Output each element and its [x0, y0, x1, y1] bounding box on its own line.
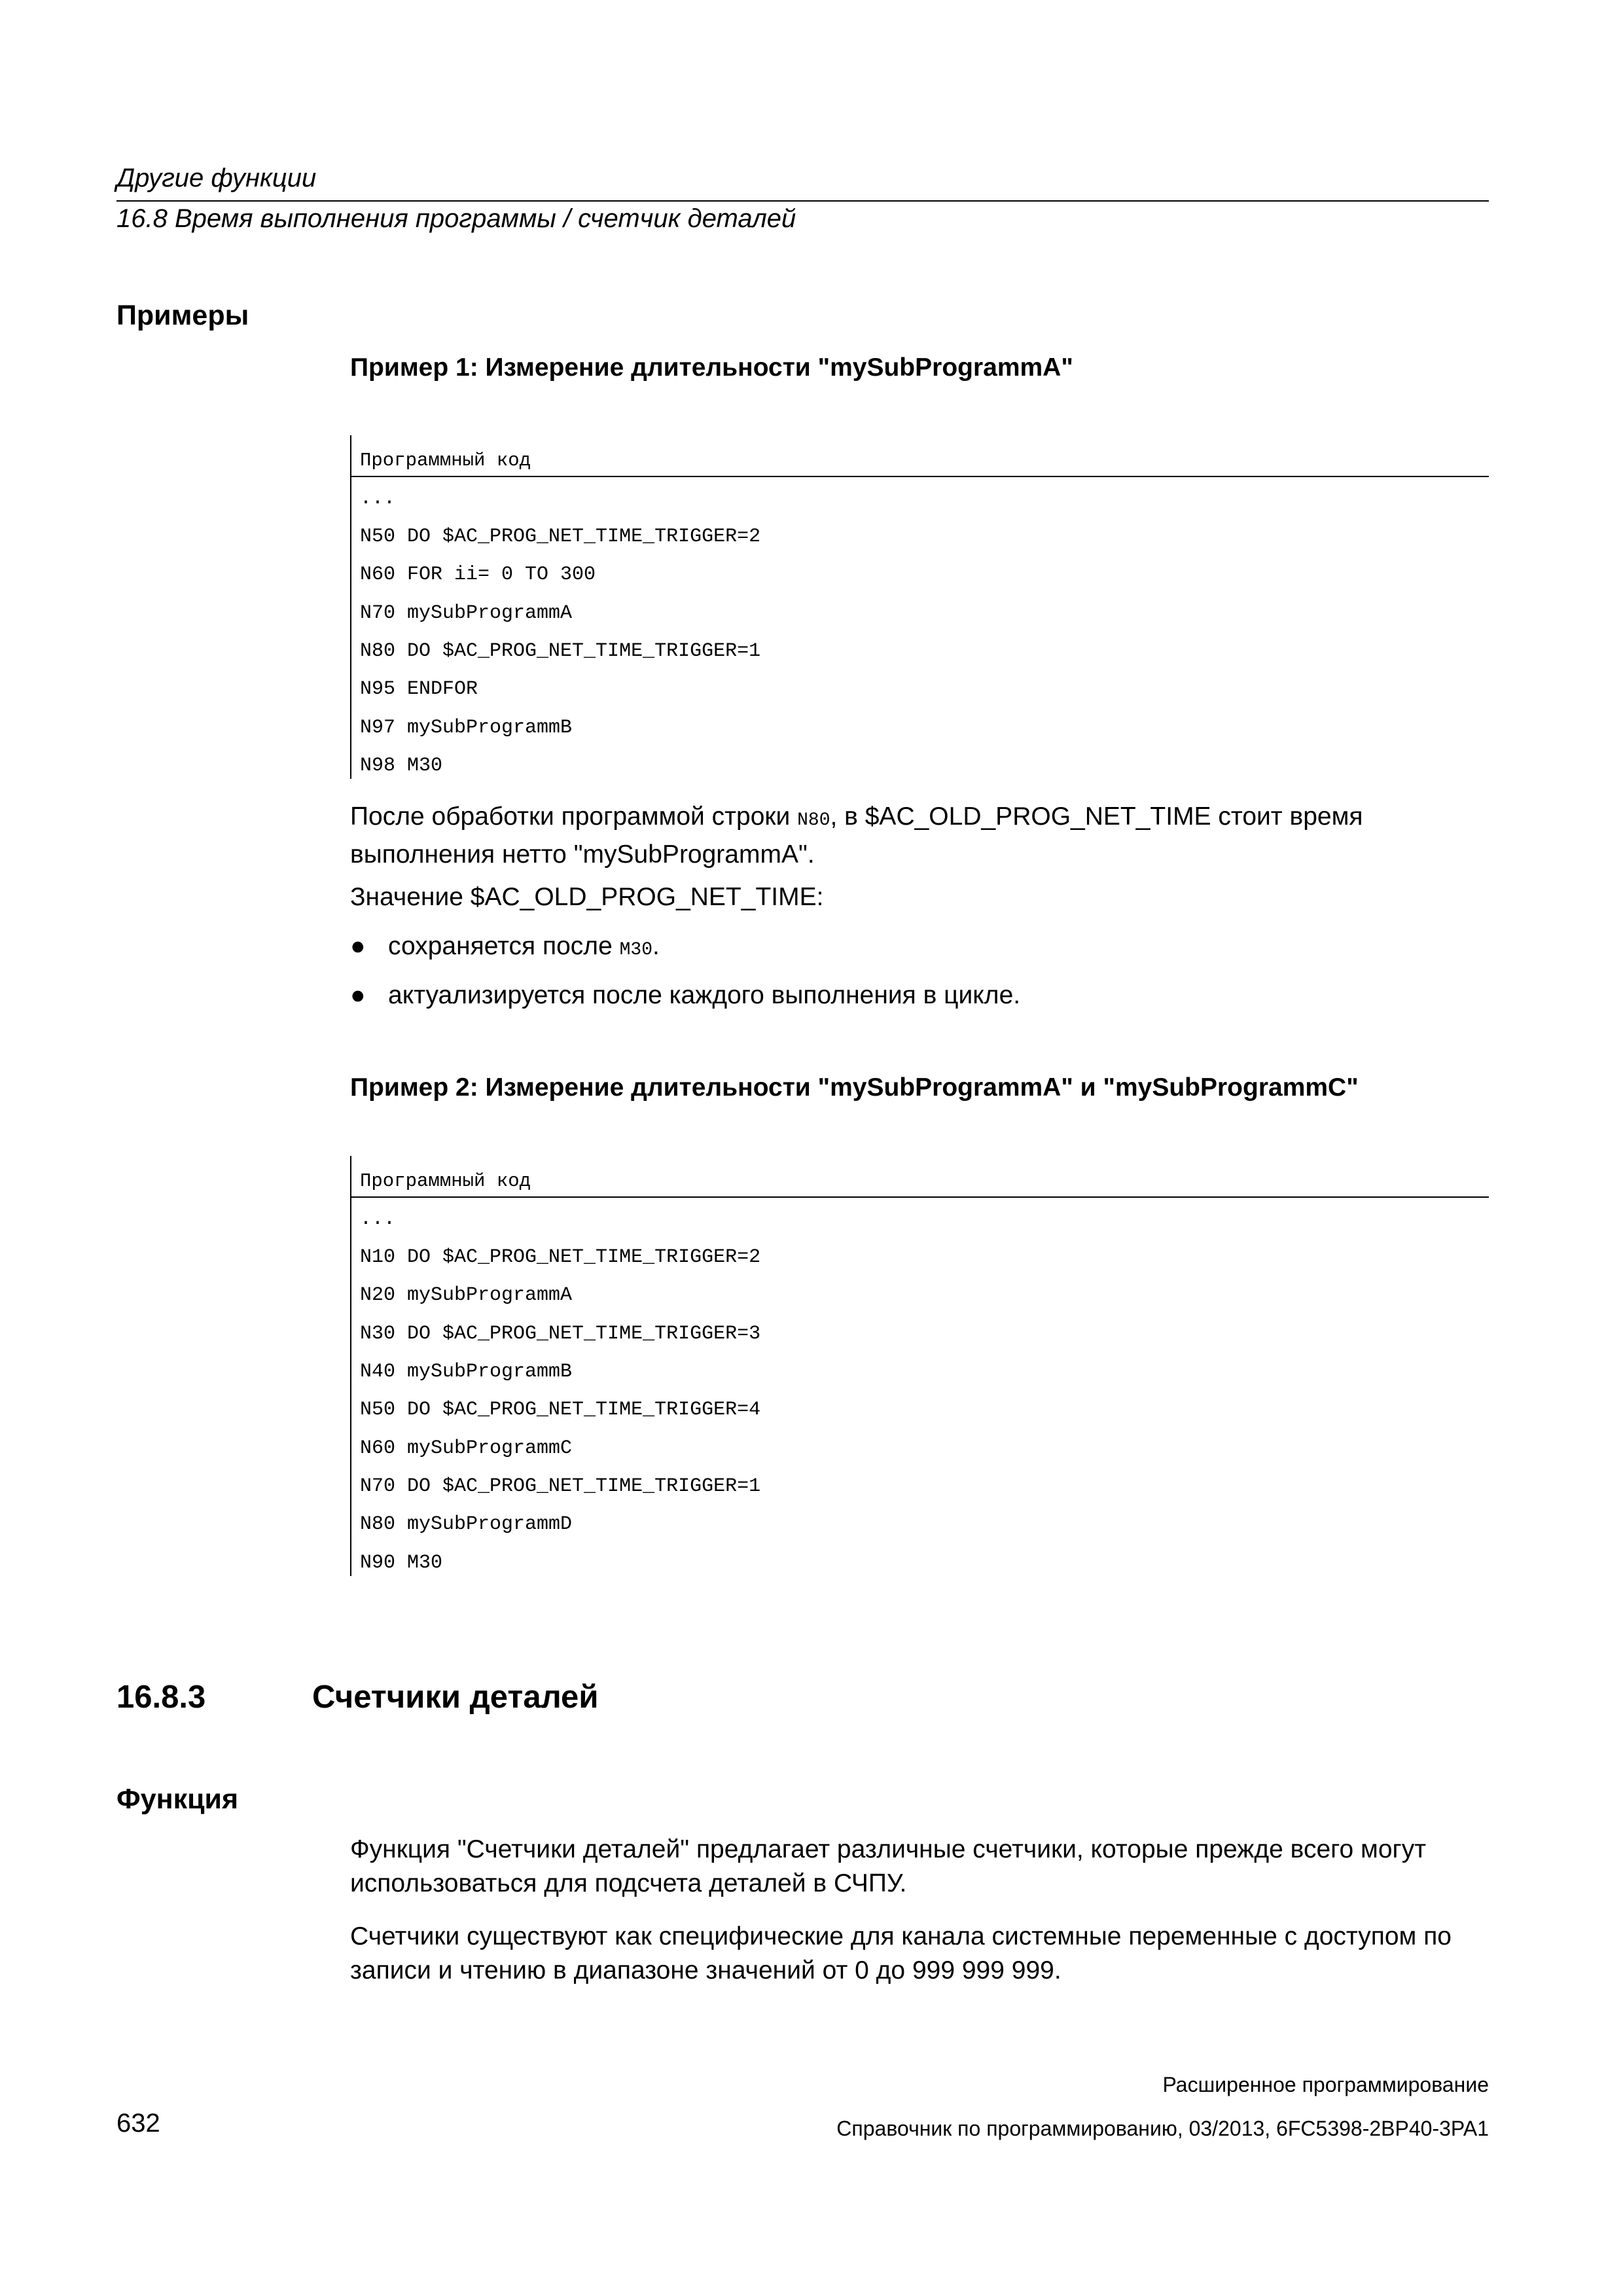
- bullet-text-start: сохраняется после: [388, 932, 620, 960]
- bullet-text-end: .: [652, 932, 660, 960]
- code-line: N40 mySubProgrammB: [360, 1361, 573, 1383]
- code-block-header: Программный код: [360, 450, 531, 471]
- code-block-header: Программный код: [360, 1170, 531, 1192]
- example1-explanation: [350, 800, 1489, 872]
- code-block-left-border: [350, 435, 351, 779]
- code-line: N60 FOR ii= 0 TO 300: [360, 564, 596, 586]
- bullet-icon: ●: [350, 932, 366, 960]
- code-line: N60 mySubProgrammC: [360, 1437, 573, 1460]
- code-line: N95 ENDFOR: [360, 678, 478, 700]
- explanation-text-end: , в $AC_OLD_PROG_NET_TIME стоит время выполнения нетто "mySubProgrammA".: [350, 802, 1363, 869]
- header-rule: [116, 200, 1489, 202]
- code-block-header-rule: [351, 1196, 1489, 1198]
- explanation-text-start: После обработки программой строки: [350, 802, 798, 831]
- example1-code-block: [350, 435, 1489, 779]
- function-paragraph-2: Счетчики существуют как специфические для канала системные переменные с доступом по записи и чтению в диапазоне значений от 0 до 999 999 999.: [350, 1922, 1452, 1984]
- code-line: N80 mySubProgrammD: [360, 1513, 573, 1535]
- code-block-left-border: [350, 1156, 351, 1576]
- running-header-chapter: Другие функции: [116, 164, 317, 192]
- code-line: N70 DO $AC_PROG_NET_TIME_TRIGGER=1: [360, 1475, 761, 1498]
- function-heading: Функция: [116, 1784, 239, 1815]
- explanation-code-ref: N80: [797, 810, 830, 831]
- code-line: N98 M30: [360, 755, 443, 777]
- code-line: ...: [360, 488, 396, 510]
- code-line: N70 mySubProgrammA: [360, 602, 573, 624]
- example1-title: Пример 1: Измерение длительности "mySubProgrammA": [350, 353, 1073, 382]
- code-line: N50 DO $AC_PROG_NET_TIME_TRIGGER=2: [360, 526, 761, 548]
- code-line: N97 mySubProgrammB: [360, 717, 573, 739]
- example2-code-block: [350, 1156, 1489, 1576]
- code-line: N50 DO $AC_PROG_NET_TIME_TRIGGER=4: [360, 1399, 761, 1421]
- example1-value-label: Значение $AC_OLD_PROG_NET_TIME:: [350, 883, 824, 911]
- chapter-title: Счетчики деталей: [312, 1679, 599, 1715]
- function-paragraph-1: Функция "Счетчики деталей" предлагает различные счетчики, которые прежде всего могут использоваться для подсчета деталей в СЧПУ.: [350, 1835, 1427, 1897]
- footer-reference: Справочник по программированию, 03/2013, 6FC5398-2BP40-3PA1: [836, 2117, 1489, 2140]
- page-number: 632: [116, 2109, 160, 2138]
- code-line: ...: [360, 1208, 396, 1230]
- bullet-icon: ●: [350, 981, 366, 1009]
- running-header-section: 16.8 Время выполнения программы / счетчик деталей: [116, 204, 796, 233]
- code-line: N30 DO $AC_PROG_NET_TIME_TRIGGER=3: [360, 1323, 761, 1345]
- chapter-number: 16.8.3: [116, 1679, 206, 1715]
- code-block-header-rule: [351, 476, 1489, 477]
- code-line: N80 DO $AC_PROG_NET_TIME_TRIGGER=1: [360, 640, 761, 662]
- example2-title: Пример 2: Измерение длительности "mySubProgrammA" и "mySubProgrammC": [350, 1073, 1359, 1102]
- bullet-code-ref: M30: [619, 940, 653, 960]
- examples-heading: Примеры: [116, 300, 249, 331]
- bullet-text: актуализируется после каждого выполнения в цикле.: [388, 981, 1021, 1009]
- code-line: N90 M30: [360, 1552, 443, 1574]
- code-line: N20 mySubProgrammA: [360, 1284, 573, 1306]
- code-line: N10 DO $AC_PROG_NET_TIME_TRIGGER=2: [360, 1246, 761, 1268]
- footer-book-title: Расширенное программирование: [1162, 2073, 1489, 2096]
